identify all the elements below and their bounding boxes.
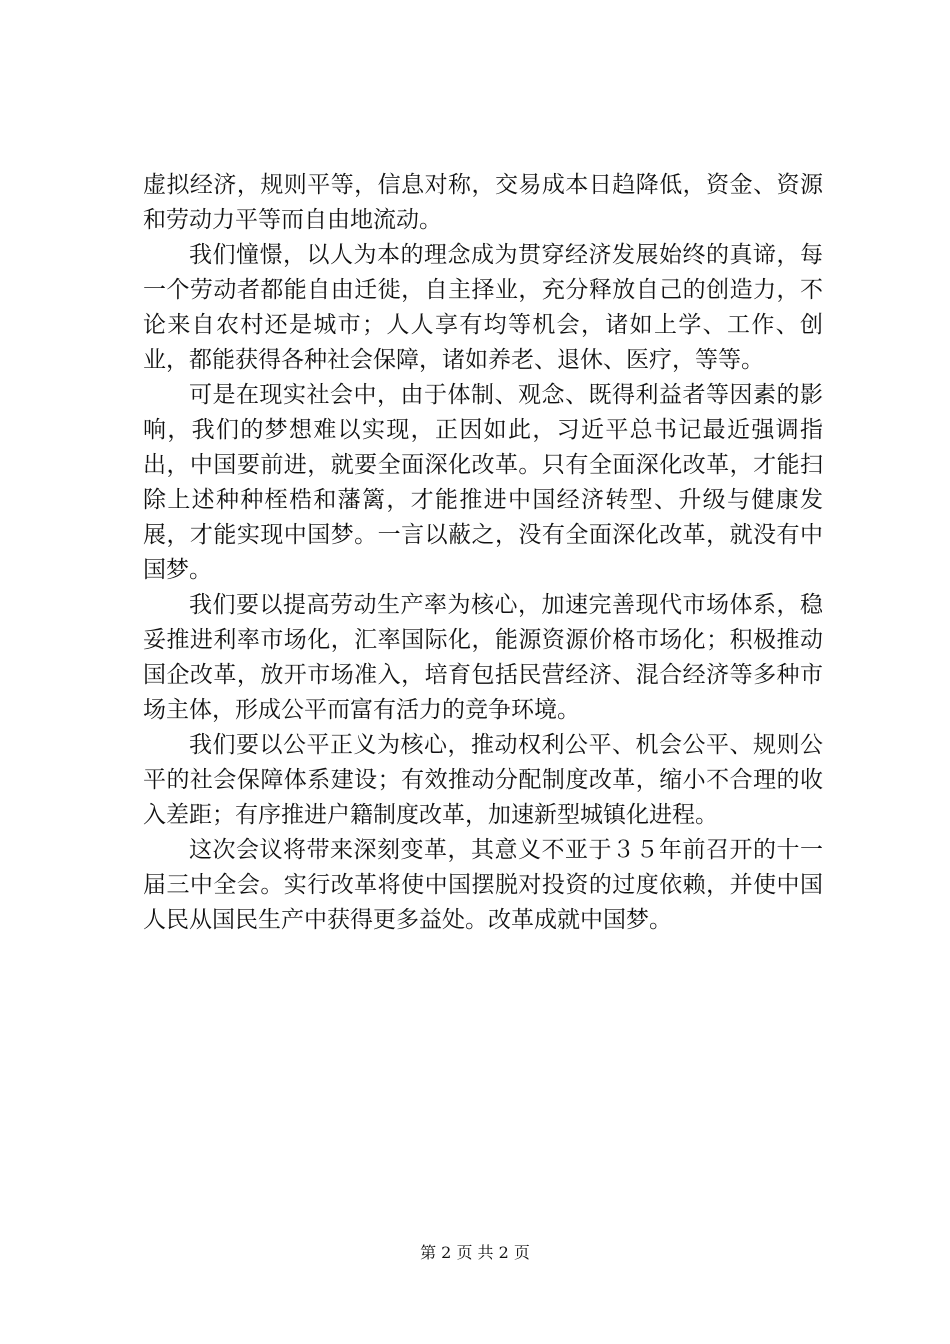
paragraph: 我们要以公平正义为核心，推动权利公平、机会公平、规则公平的社会保障体系建设；有效推动分配制度改革，缩小不合理的收入差距；有序推进户籍制度改革，加速新型城镇化进程。: [143, 732, 823, 828]
paragraph: 我们要以提高劳动生产率为核心，加速完善现代市场体系，稳妥推进利率市场化，汇率国际化，能源资源价格市场化；积极推动国企改革，放开市场准入，培育包括民营经济、混合经济等多种市场主体，形成公平而富有活力的竞争环境。: [143, 592, 823, 723]
paragraph: 这次会议将带来深刻变革，其意义不亚于３５年前召开的十一届三中全会。实行改革将使中国摆脱对投资的过度依赖，并使中国人民从国民生产中获得更多益处。改革成就中国梦。: [143, 837, 823, 933]
page-number-footer: 第 2 页 共 2 页: [420, 1243, 530, 1262]
paragraph: 我们憧憬，以人为本的理念成为贯穿经济发展始终的真谛，每一个劳动者都能自由迁徙，自主择业，充分释放自己的创造力，不论来自农村还是城市；人人享有均等机会，诸如上学、工作、创业，都能获得各种社会保障，诸如养老、退休、医疗，等等。: [143, 242, 823, 373]
paragraph-continuation: 虚拟经济，规则平等，信息对称，交易成本日趋降低，资金、资源和劳动力平等而自由地流动。: [143, 172, 823, 233]
paragraph: 可是在现实社会中，由于体制、观念、既得利益者等因素的影响，我们的梦想难以实现，正因如此，习近平总书记最近强调指出，中国要前进，就要全面深化改革。只有全面深化改革，才能扫除上述种种桎梏和藩篱，才能推进中国经济转型、升级与健康发展，才能实现中国梦。一言以蔽之，没有全面深化改革，就没有中国梦。: [143, 382, 823, 583]
document-body: [143, 168, 823, 938]
